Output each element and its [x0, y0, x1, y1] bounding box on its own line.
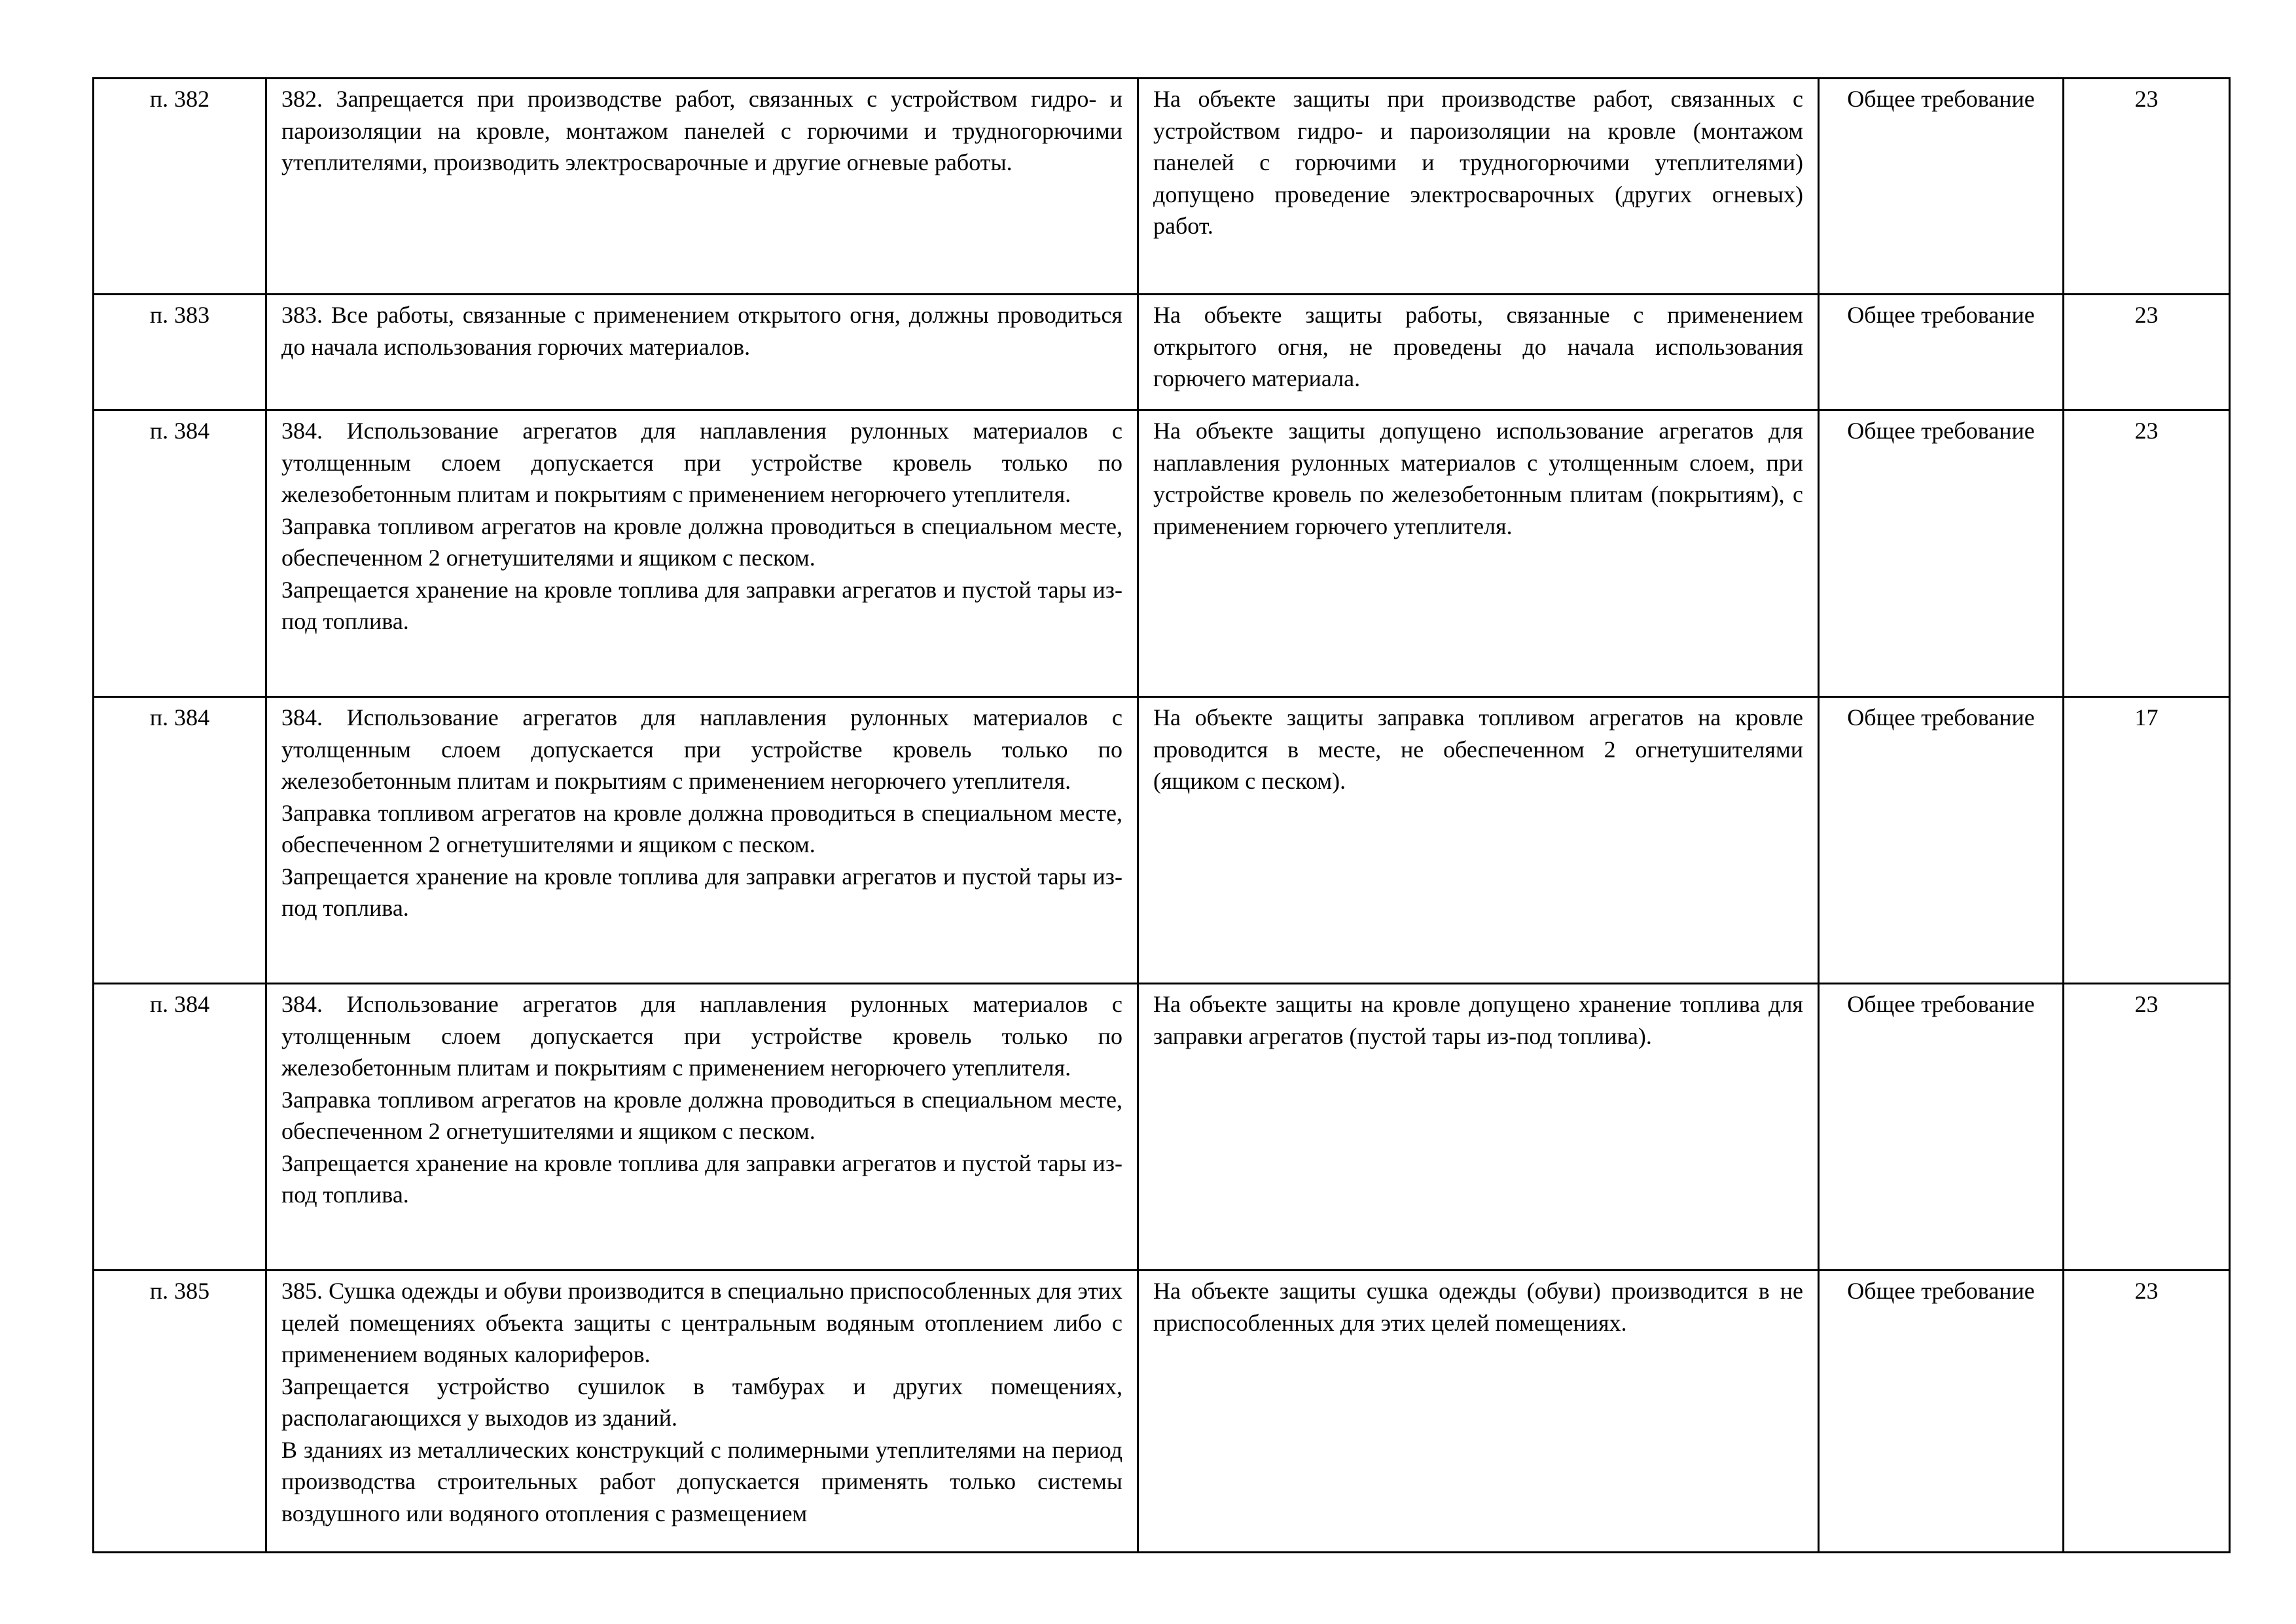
requirement-paragraph: Заправка топливом агрегатов на кровле должна проводиться в специальном месте, обеспеченном 2 огнетушителями и ящиком с песком.	[281, 1086, 1122, 1144]
table-row	[94, 79, 2230, 295]
category-cell: Общее требование	[1819, 410, 2064, 697]
clause-cell: п. 384	[94, 697, 266, 984]
table-row	[94, 1271, 2230, 1553]
table-row	[94, 295, 2230, 410]
requirement-paragraph: 384. Использование агрегатов для наплавления рулонных материалов с утолщенным слоем допускается при устройстве кровель только по железобетонным плитам и покрытиям с применением негорючего утеплителя.	[281, 418, 1122, 507]
requirement-paragraph: Запрещается хранение на кровле топлива для заправки агрегатов и пустой тары из-под топлива.	[281, 576, 1122, 634]
requirement-text-cell	[266, 984, 1138, 1271]
clause-cell: п. 384	[94, 984, 266, 1271]
requirement-paragraph: 385. Сушка одежды и обуви производится в специально приспособленных для этих целей помещениях объекта защиты с центральным водяным отоплением либо с применением водяных калориферов.	[281, 1278, 1122, 1367]
requirements-table	[92, 77, 2231, 1553]
violation-cell: На объекте защиты заправка топливом агрегатов на кровле проводится в месте, не обеспеченном 2 огнетушителями (ящиком с песком).	[1138, 697, 1819, 984]
requirement-paragraph: Заправка топливом агрегатов на кровле должна проводиться в специальном месте, обеспеченном 2 огнетушителями и ящиком с песком.	[281, 513, 1122, 571]
category-cell: Общее требование	[1819, 984, 2064, 1271]
requirement-paragraph: Запрещается хранение на кровле топлива для заправки агрегатов и пустой тары из-под топлива.	[281, 1149, 1122, 1208]
requirement-text-cell	[266, 410, 1138, 697]
requirement-text-cell	[266, 79, 1138, 295]
clause-cell: п. 383	[94, 295, 266, 410]
category-cell: Общее требование	[1819, 697, 2064, 984]
violation-cell: На объекте защиты сушка одежды (обуви) производится в не приспособленных для этих целей помещениях.	[1138, 1271, 1819, 1553]
requirement-text-cell	[266, 1271, 1138, 1553]
requirement-paragraph: В зданиях из металлических конструкций с полимерными утеплителями на период производства строительных работ допускается применять только системы воздушного или водяного отопления с размещением	[281, 1436, 1122, 1526]
category-cell: Общее требование	[1819, 295, 2064, 410]
violation-cell: На объекте защиты при производстве работ, связанных с устройством гидро- и пароизоляции на кровле (монтажом панелей с горючими и трудногорючими утеплителями) допущено проведение электросварочных (других огневых) работ.	[1138, 79, 1819, 295]
article-cell: 17	[2064, 697, 2230, 984]
requirement-text-cell	[266, 697, 1138, 984]
article-cell: 23	[2064, 410, 2230, 697]
category-cell: Общее требование	[1819, 1271, 2064, 1553]
category-cell: Общее требование	[1819, 79, 2064, 295]
clause-cell: п. 384	[94, 410, 266, 697]
requirement-paragraph: 383. Все работы, связанные с применением открытого огня, должны проводиться до начала использования горючих материалов.	[281, 302, 1122, 360]
violation-cell: На объекте защиты на кровле допущено хранение топлива для заправки агрегатов (пустой тары из-под топлива).	[1138, 984, 1819, 1271]
article-cell: 23	[2064, 984, 2230, 1271]
article-cell: 23	[2064, 79, 2230, 295]
requirement-paragraph: Запрещается устройство сушилок в тамбурах и других помещениях, располагающихся у выходов из зданий.	[281, 1373, 1122, 1431]
violation-cell: На объекте защиты допущено использование агрегатов для наплавления рулонных материалов с утолщенным слоем, при устройстве кровель по железобетонным плитам (покрытиям), с применением горючего утеплителя.	[1138, 410, 1819, 697]
article-cell: 23	[2064, 295, 2230, 410]
requirement-paragraph: 384. Использование агрегатов для наплавления рулонных материалов с утолщенным слоем допускается при устройстве кровель только по железобетонным плитам и покрытиям с применением негорючего утеплителя.	[281, 991, 1122, 1081]
requirement-paragraph: 382. Запрещается при производстве работ, связанных с устройством гидро- и пароизоляции на кровле, монтажом панелей с горючими и трудногорючими утеплителями, производить электросварочные и другие огневые работы.	[281, 86, 1122, 175]
table-row	[94, 697, 2230, 984]
document-page	[92, 77, 2229, 1553]
requirement-paragraph: Запрещается хранение на кровле топлива для заправки агрегатов и пустой тары из-под топлива.	[281, 863, 1122, 921]
requirement-paragraph: 384. Использование агрегатов для наплавления рулонных материалов с утолщенным слоем допускается при устройстве кровель только по железобетонным плитам и покрытиям с применением негорючего утеплителя.	[281, 704, 1122, 794]
table-row	[94, 410, 2230, 697]
clause-cell: п. 382	[94, 79, 266, 295]
requirement-text-cell	[266, 295, 1138, 410]
article-cell: 23	[2064, 1271, 2230, 1553]
clause-cell: п. 385	[94, 1271, 266, 1553]
violation-cell: На объекте защиты работы, связанные с применением открытого огня, не проведены до начала использования горючего материала.	[1138, 295, 1819, 410]
table-row	[94, 984, 2230, 1271]
requirement-paragraph: Заправка топливом агрегатов на кровле должна проводиться в специальном месте, обеспеченном 2 огнетушителями и ящиком с песком.	[281, 799, 1122, 857]
